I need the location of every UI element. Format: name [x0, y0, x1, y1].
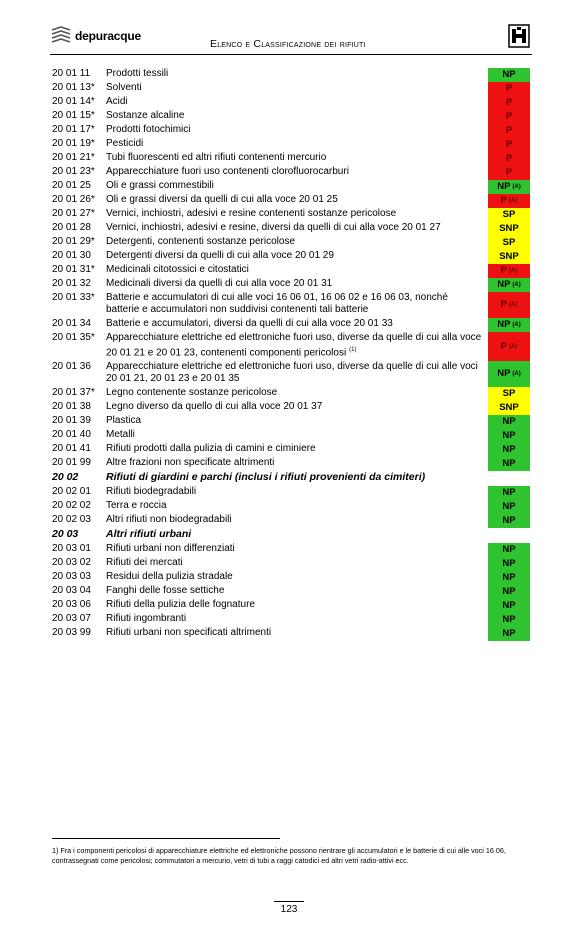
table-row: [52, 68, 530, 80]
table-row: [52, 627, 530, 639]
waste-description: [104, 166, 482, 178]
table-row: [52, 429, 530, 441]
waste-code: 20 01 28: [52, 222, 91, 233]
section-row: [52, 471, 530, 483]
waste-description: [104, 222, 482, 234]
classification-badge: [488, 96, 530, 110]
waste-code: 20 02 02: [52, 500, 91, 512]
waste-code: 20 01 35*: [52, 332, 95, 343]
waste-description: [104, 194, 482, 206]
classification-label: P: [500, 195, 507, 206]
description-text: Batterie e accumulatori, diversi da quelli di cui alla voce 20 01 33: [106, 318, 393, 329]
table-row: [52, 318, 530, 330]
table-row: [52, 82, 530, 94]
waste-code: 20 03: [52, 528, 79, 541]
waste-code: 20 01 31*: [52, 264, 95, 275]
waste-code: 20 01 27*: [52, 208, 95, 219]
classification-note: (A): [509, 302, 518, 308]
waste-description: [104, 401, 482, 413]
waste-description: [104, 82, 482, 94]
classification-note: (A): [509, 198, 518, 204]
table-row: [52, 387, 530, 399]
table-row: [52, 443, 530, 455]
classification-label: SNP: [499, 223, 519, 234]
waste-description: [104, 110, 482, 122]
waste-description: [104, 236, 482, 248]
waste-description: [104, 292, 482, 316]
classification-label: P: [505, 83, 513, 94]
classification-badge: [488, 194, 530, 208]
classification-note: (A): [512, 322, 521, 328]
classification-label: NP: [502, 544, 516, 556]
classification-label: P: [500, 340, 507, 352]
classification-badge: [488, 585, 530, 599]
classification-badge: [488, 599, 530, 613]
table-row: [52, 599, 530, 611]
classification-label: NP: [502, 572, 516, 584]
description-text: Oli e grassi commestibili: [106, 180, 214, 191]
classification-badge: [488, 500, 530, 514]
description-text: Rifiuti prodotti dalla pulizia di camini e ciminiere: [106, 443, 316, 455]
classification-label: NP: [502, 558, 516, 570]
classification-label: P: [505, 125, 513, 136]
classification-note: (A): [512, 184, 521, 190]
table-row: [52, 138, 530, 150]
description-text: Fanghi delle fosse settiche: [106, 585, 225, 597]
waste-description: [104, 250, 482, 262]
classification-badge: [488, 332, 530, 361]
description-text: Acidi: [106, 96, 128, 107]
classification-label: NP: [502, 69, 516, 80]
classification-badge: [488, 250, 530, 264]
footnote: 1) Fra i componenti pericolosi di apparecchiature elettriche ed elettroniche possono rientrare gli accumulatori e le batterie di cui alle voci 16 06, contrassegnati come pericolosi; commutatori a mercurio, vetri di tubi a raggi catodici ed altri vetri radio-attivi ecc.: [52, 846, 506, 865]
waste-code: 20 03 04: [52, 585, 91, 597]
classification-label: NP: [502, 458, 516, 470]
description-text: Altri rifiuti non biodegradabili: [106, 514, 232, 526]
waste-description: [104, 429, 482, 441]
classification-label: NP: [502, 586, 516, 598]
waste-code: 20 01 99: [52, 457, 91, 469]
classification-label: NP: [497, 368, 511, 380]
waste-description: [104, 208, 482, 220]
waste-description: [104, 124, 482, 136]
waste-code: 20 01 23*: [52, 166, 95, 177]
description-text: Rifiuti dei mercati: [106, 557, 183, 569]
classification-badge: [488, 292, 530, 318]
description-text: Sostanze alcaline: [106, 110, 185, 121]
description-text: Medicinali diversi da quelli di cui alla voce 20 01 31: [106, 278, 333, 289]
waste-code: 20 01 21*: [52, 152, 95, 163]
classification-label: SP: [502, 388, 516, 400]
waste-description: [104, 500, 482, 512]
waste-description: [104, 457, 482, 469]
classification-label: NP: [502, 444, 516, 456]
table-row: [52, 278, 530, 290]
classification-badge: [488, 68, 530, 82]
classification-label: NP: [502, 501, 516, 513]
waste-code: 20 02 03: [52, 514, 91, 526]
classification-badge: [488, 361, 530, 387]
description-text: Rifiuti della pulizia delle fognature: [106, 599, 255, 611]
waste-code: 20 01 14*: [52, 96, 95, 107]
description-text: Legno diverso da quello di cui alla voce 20 01 37: [106, 401, 323, 413]
waste-code: 20 01 39: [52, 415, 91, 427]
classification-badge: [488, 152, 530, 166]
table-row: [52, 500, 530, 512]
description-text: Apparecchiature elettriche ed elettroniche fuori uso, diverse da quelle di cui alle voci 20 01 21, 20 01 23 e 20 01 35: [106, 361, 478, 385]
table-row: [52, 292, 530, 316]
waste-code: 20 01 40: [52, 429, 91, 441]
classification-label: NP: [502, 614, 516, 626]
waste-code: 20 01 13*: [52, 82, 95, 93]
classification-badge: [488, 443, 530, 457]
classification-label: P: [500, 299, 507, 310]
waste-description: [104, 278, 482, 290]
waste-code: 20 01 29*: [52, 236, 95, 247]
table-row: [52, 208, 530, 220]
waste-code: 20 03 03: [52, 571, 91, 583]
table-row: [52, 486, 530, 498]
waste-description: [104, 543, 482, 555]
classification-badge: [488, 514, 530, 528]
description-text: Rifiuti di giardini e parchi (inclusi i rifiuti provenienti da cimiteri): [106, 471, 426, 484]
description-text: Vernici, inchiostri, adesivi e resine, diversi da quelli di cui alla voce 20 01 27: [106, 222, 441, 233]
classification-badge: [488, 278, 530, 292]
waste-code: 20 01 37*: [52, 387, 95, 399]
classification-label: NP: [497, 319, 511, 330]
description-text: Metalli: [106, 429, 135, 441]
classification-note: (A): [512, 282, 521, 288]
table-row: [52, 96, 530, 108]
description-text: Pesticidi: [106, 138, 144, 149]
waste-code: 20 01 36: [52, 361, 91, 373]
table-row: [52, 613, 530, 625]
classification-note: (A): [512, 371, 521, 378]
page-header: [50, 24, 532, 55]
classification-badge: [488, 613, 530, 627]
description-text: Rifiuti urbani non differenziati: [106, 543, 235, 555]
description-text: Legno contenente sostanze pericolose: [106, 387, 278, 399]
classification-badge: [488, 457, 530, 471]
waste-code: 20 01 38: [52, 401, 91, 413]
classification-label: P: [500, 265, 507, 276]
waste-description: [104, 528, 482, 540]
waste-description: [104, 599, 482, 611]
footnote-separator: [52, 838, 280, 839]
classification-badge: [488, 180, 530, 194]
description-text: Tubi fluorescenti ed altri rifiuti contenenti mercurio: [106, 152, 327, 163]
classification-label: NP: [502, 416, 516, 428]
waste-description: [104, 415, 482, 427]
classification-badge: [488, 236, 530, 250]
waste-code: 20 02 01: [52, 486, 91, 498]
classification-label: SP: [502, 237, 516, 248]
waste-description: [104, 571, 482, 583]
description-text: Prodotti tessili: [106, 68, 169, 79]
table-row: [52, 264, 530, 276]
classification-badge: [488, 82, 530, 96]
waste-code: 20 01 32: [52, 278, 91, 289]
description-text: Apparecchiature elettriche ed elettroniche fuori uso, diverse da quelle di cui alla voce 20 01 21 e 20 01 23, contenenti componenti pericolosi: [106, 332, 482, 359]
waste-description: [104, 514, 482, 526]
footnote-ref: (1): [349, 347, 357, 353]
waste-description: [104, 138, 482, 150]
classification-label: NP: [497, 181, 511, 192]
table-row: [52, 415, 530, 427]
waste-description: [104, 361, 482, 385]
waste-code: 20 01 19*: [52, 138, 95, 149]
description-text: Altre frazioni non specificate altrimenti: [106, 457, 275, 469]
table-row: [52, 557, 530, 569]
waste-description: [104, 613, 482, 625]
classification-badge: [488, 110, 530, 124]
description-text: Apparecchiature fuori uso contenenti clorofluorocarburi: [106, 166, 349, 177]
section-row: [52, 528, 530, 540]
waste-code: 20 01 26*: [52, 194, 95, 205]
waste-code: 20 01 41: [52, 443, 91, 455]
classification-label: P: [505, 111, 513, 122]
classification-note: (A): [509, 343, 518, 350]
waste-code: 20 03 06: [52, 599, 91, 611]
table-row: [52, 180, 530, 192]
description-text: Rifiuti biodegradabili: [106, 486, 197, 498]
classification-badge: [488, 318, 530, 332]
table-row: [52, 152, 530, 164]
description-text: Vernici, inchiostri, adesivi e resine contenenti sostanze pericolose: [106, 208, 397, 219]
classification-label: SNP: [499, 251, 519, 262]
classification-badge: [488, 166, 530, 180]
classification-badge: [488, 571, 530, 585]
description-text: Detergenti diversi da quelli di cui alla voce 20 01 29: [106, 250, 334, 261]
description-text: Medicinali citotossici e citostatici: [106, 264, 249, 275]
description-text: Prodotti fotochimici: [106, 124, 191, 135]
classification-label: NP: [497, 279, 511, 290]
waste-code: 20 03 01: [52, 543, 91, 555]
classification-badge: [488, 415, 530, 429]
description-text: Terra e roccia: [106, 500, 167, 512]
description-text: Solventi: [106, 82, 142, 93]
classification-label: NP: [502, 430, 516, 442]
table-row: [52, 543, 530, 555]
classification-badge: [488, 627, 530, 641]
classification-badge: [488, 387, 530, 401]
table-row: [52, 236, 530, 248]
description-text: Rifiuti ingombranti: [106, 613, 187, 625]
classification-label: NP: [502, 487, 516, 499]
waste-code: 20 01 25: [52, 180, 91, 191]
waste-code: 20 01 30: [52, 250, 91, 261]
waste-description: [104, 557, 482, 569]
brand-logo: [50, 26, 141, 46]
document-title: Elenco e Classificazione dei rifiuti: [210, 38, 366, 50]
waste-code: 20 01 33*: [52, 292, 95, 303]
waste-code: 20 01 34: [52, 318, 91, 329]
waste-description: [104, 332, 482, 359]
classification-note: (A): [509, 268, 518, 274]
table-row: [52, 401, 530, 413]
table-row: [52, 514, 530, 526]
description-text: Oli e grassi diversi da quelli di cui alla voce 20 01 25: [106, 194, 338, 205]
table-row: [52, 222, 530, 234]
classification-badge: [488, 401, 530, 415]
classification-label: SP: [502, 209, 516, 220]
classification-badge: [488, 264, 530, 278]
waste-description: [104, 471, 482, 483]
classification-label: P: [505, 97, 513, 108]
table-row: [52, 571, 530, 583]
waste-description: [104, 152, 482, 164]
waste-description: [104, 486, 482, 498]
waste-code: 20 03 07: [52, 613, 91, 625]
classification-badge: [488, 124, 530, 138]
classification-label: NP: [502, 600, 516, 612]
waste-description: [104, 627, 482, 639]
waste-code: 20 01 11: [52, 68, 91, 79]
description-text: Altri rifiuti urbani: [106, 528, 192, 541]
description-text: Plastica: [106, 415, 142, 427]
waste-description: [104, 387, 482, 399]
classification-label: NP: [502, 515, 516, 527]
waste-code: 20 01 15*: [52, 110, 95, 121]
waste-description: [104, 264, 482, 276]
waste-description: [104, 585, 482, 597]
table-row: [52, 332, 530, 359]
classification-label: SNP: [499, 402, 519, 414]
waste-code: 20 03 02: [52, 557, 91, 569]
classification-badge: [488, 543, 530, 557]
waste-description: [104, 180, 482, 192]
classification-badge: [488, 208, 530, 222]
table-row: [52, 585, 530, 597]
logo-mark-icon: [50, 26, 72, 46]
classification-badge: [488, 486, 530, 500]
description-text: Detergenti, contenenti sostanze pericolose: [106, 236, 296, 247]
description-text: Batterie e accumulatori di cui alle voci 16 06 01, 16 06 02 e 16 06 03, nonché batterie e accumulatori non suddivisi contenenti tali batterie: [106, 292, 448, 315]
table-row: [52, 194, 530, 206]
description-text: Residui della pulizia stradale: [106, 571, 233, 583]
waste-description: [104, 318, 482, 330]
table-row: [52, 124, 530, 136]
classification-label: P: [505, 167, 513, 178]
waste-description: [104, 96, 482, 108]
page-number: 123: [274, 901, 304, 915]
company-emblem-icon: [508, 24, 530, 48]
classification-badge: [488, 557, 530, 571]
waste-code: 20 03 99: [52, 627, 91, 639]
table-row: [52, 250, 530, 262]
waste-description: [104, 443, 482, 455]
waste-code: 20 01 17*: [52, 124, 95, 135]
table-row: [52, 361, 530, 385]
classification-badge: [488, 429, 530, 443]
table-row: [52, 166, 530, 178]
description-text: Rifiuti urbani non specificati altrimenti: [106, 627, 272, 639]
brand-name: depuracque: [75, 29, 142, 43]
waste-code: 20 02: [52, 471, 79, 484]
classification-badge: [488, 222, 530, 236]
classification-label: P: [505, 153, 513, 164]
table-row: [52, 457, 530, 469]
classification-badge: [488, 138, 530, 152]
waste-classification-table: [52, 68, 530, 641]
table-row: [52, 110, 530, 122]
classification-label: NP: [502, 628, 516, 640]
waste-description: [104, 68, 482, 80]
classification-label: P: [505, 139, 513, 150]
